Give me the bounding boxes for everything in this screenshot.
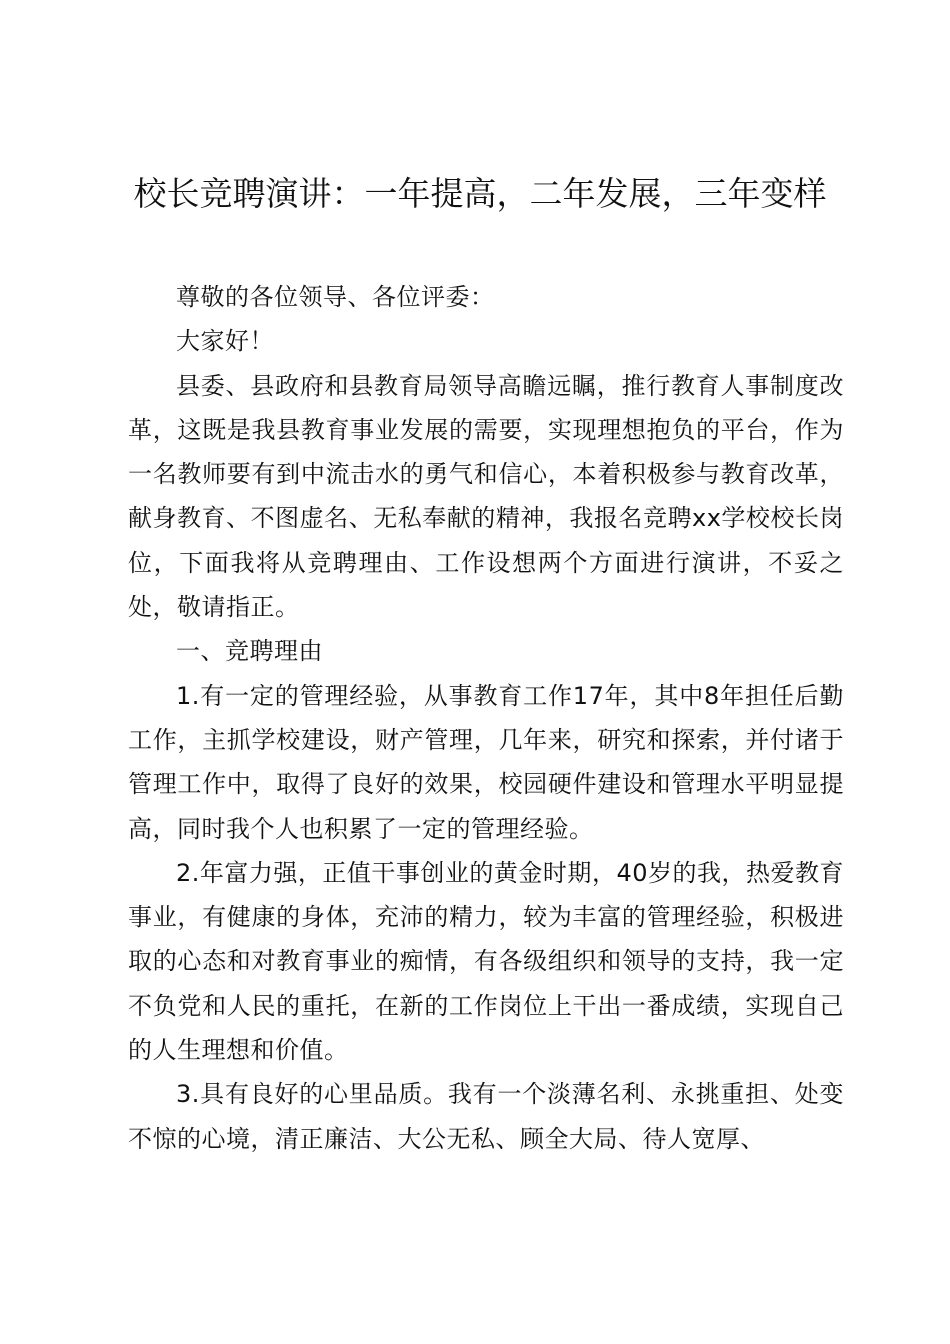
document-title: 校长竞聘演讲：一年提高，二年发展，三年变样 [133,174,827,213]
greeting: 大家好！ [176,327,274,356]
salutation: 尊敬的各位领导、各位评委： [176,283,495,311]
document-body [128,275,844,1161]
reason-paragraph-2: 2.年富力强，正值干事创业的黄金时期，40岁的我，热爱教育事业，有健康的身体，充沛的精力，较为丰富的管理经验，积极进取的心态和对教育事业的痴情，有各级组织和领导的支持，我一定不负党和人民的重托，在新的工作岗位上干出一番成绩，实现自己的人生理想和价值。 [128,858,844,1065]
reason-paragraph-1: 1.有一定的管理经验，从事教育工作17年，其中8年担任后勤工作，主抓学校建设，财产管理，几年来，研究和探索，并付诸于管理工作中，取得了良好的效果，校园硬件建设和管理水平明显提高，同时我个人也积累了一定的管理经验。 [128,681,844,843]
reason-paragraph-3: 3.具有良好的心里品质。我有一个淡薄名利、永挑重担、处变不惊的心境，清正廉洁、大公无私、顾全大局、待人宽厚、 [128,1080,844,1153]
intro-paragraph: 县委、县政府和县教育局领导高瞻远瞩，推行教育人事制度改革，这既是我县教育事业发展的需要，实现理想抱负的平台，作为一名教师要有到中流击水的勇气和信心，本着积极参与教育改革，献身教育、不图虚名、无私奉献的精神，我报名竞聘xx学校校长岗位，下面我将从竞聘理由、工作设想两个方面进行演讲，不妥之处，敬请指正。 [128,371,844,622]
section-heading: 一、竞聘理由 [176,637,323,666]
